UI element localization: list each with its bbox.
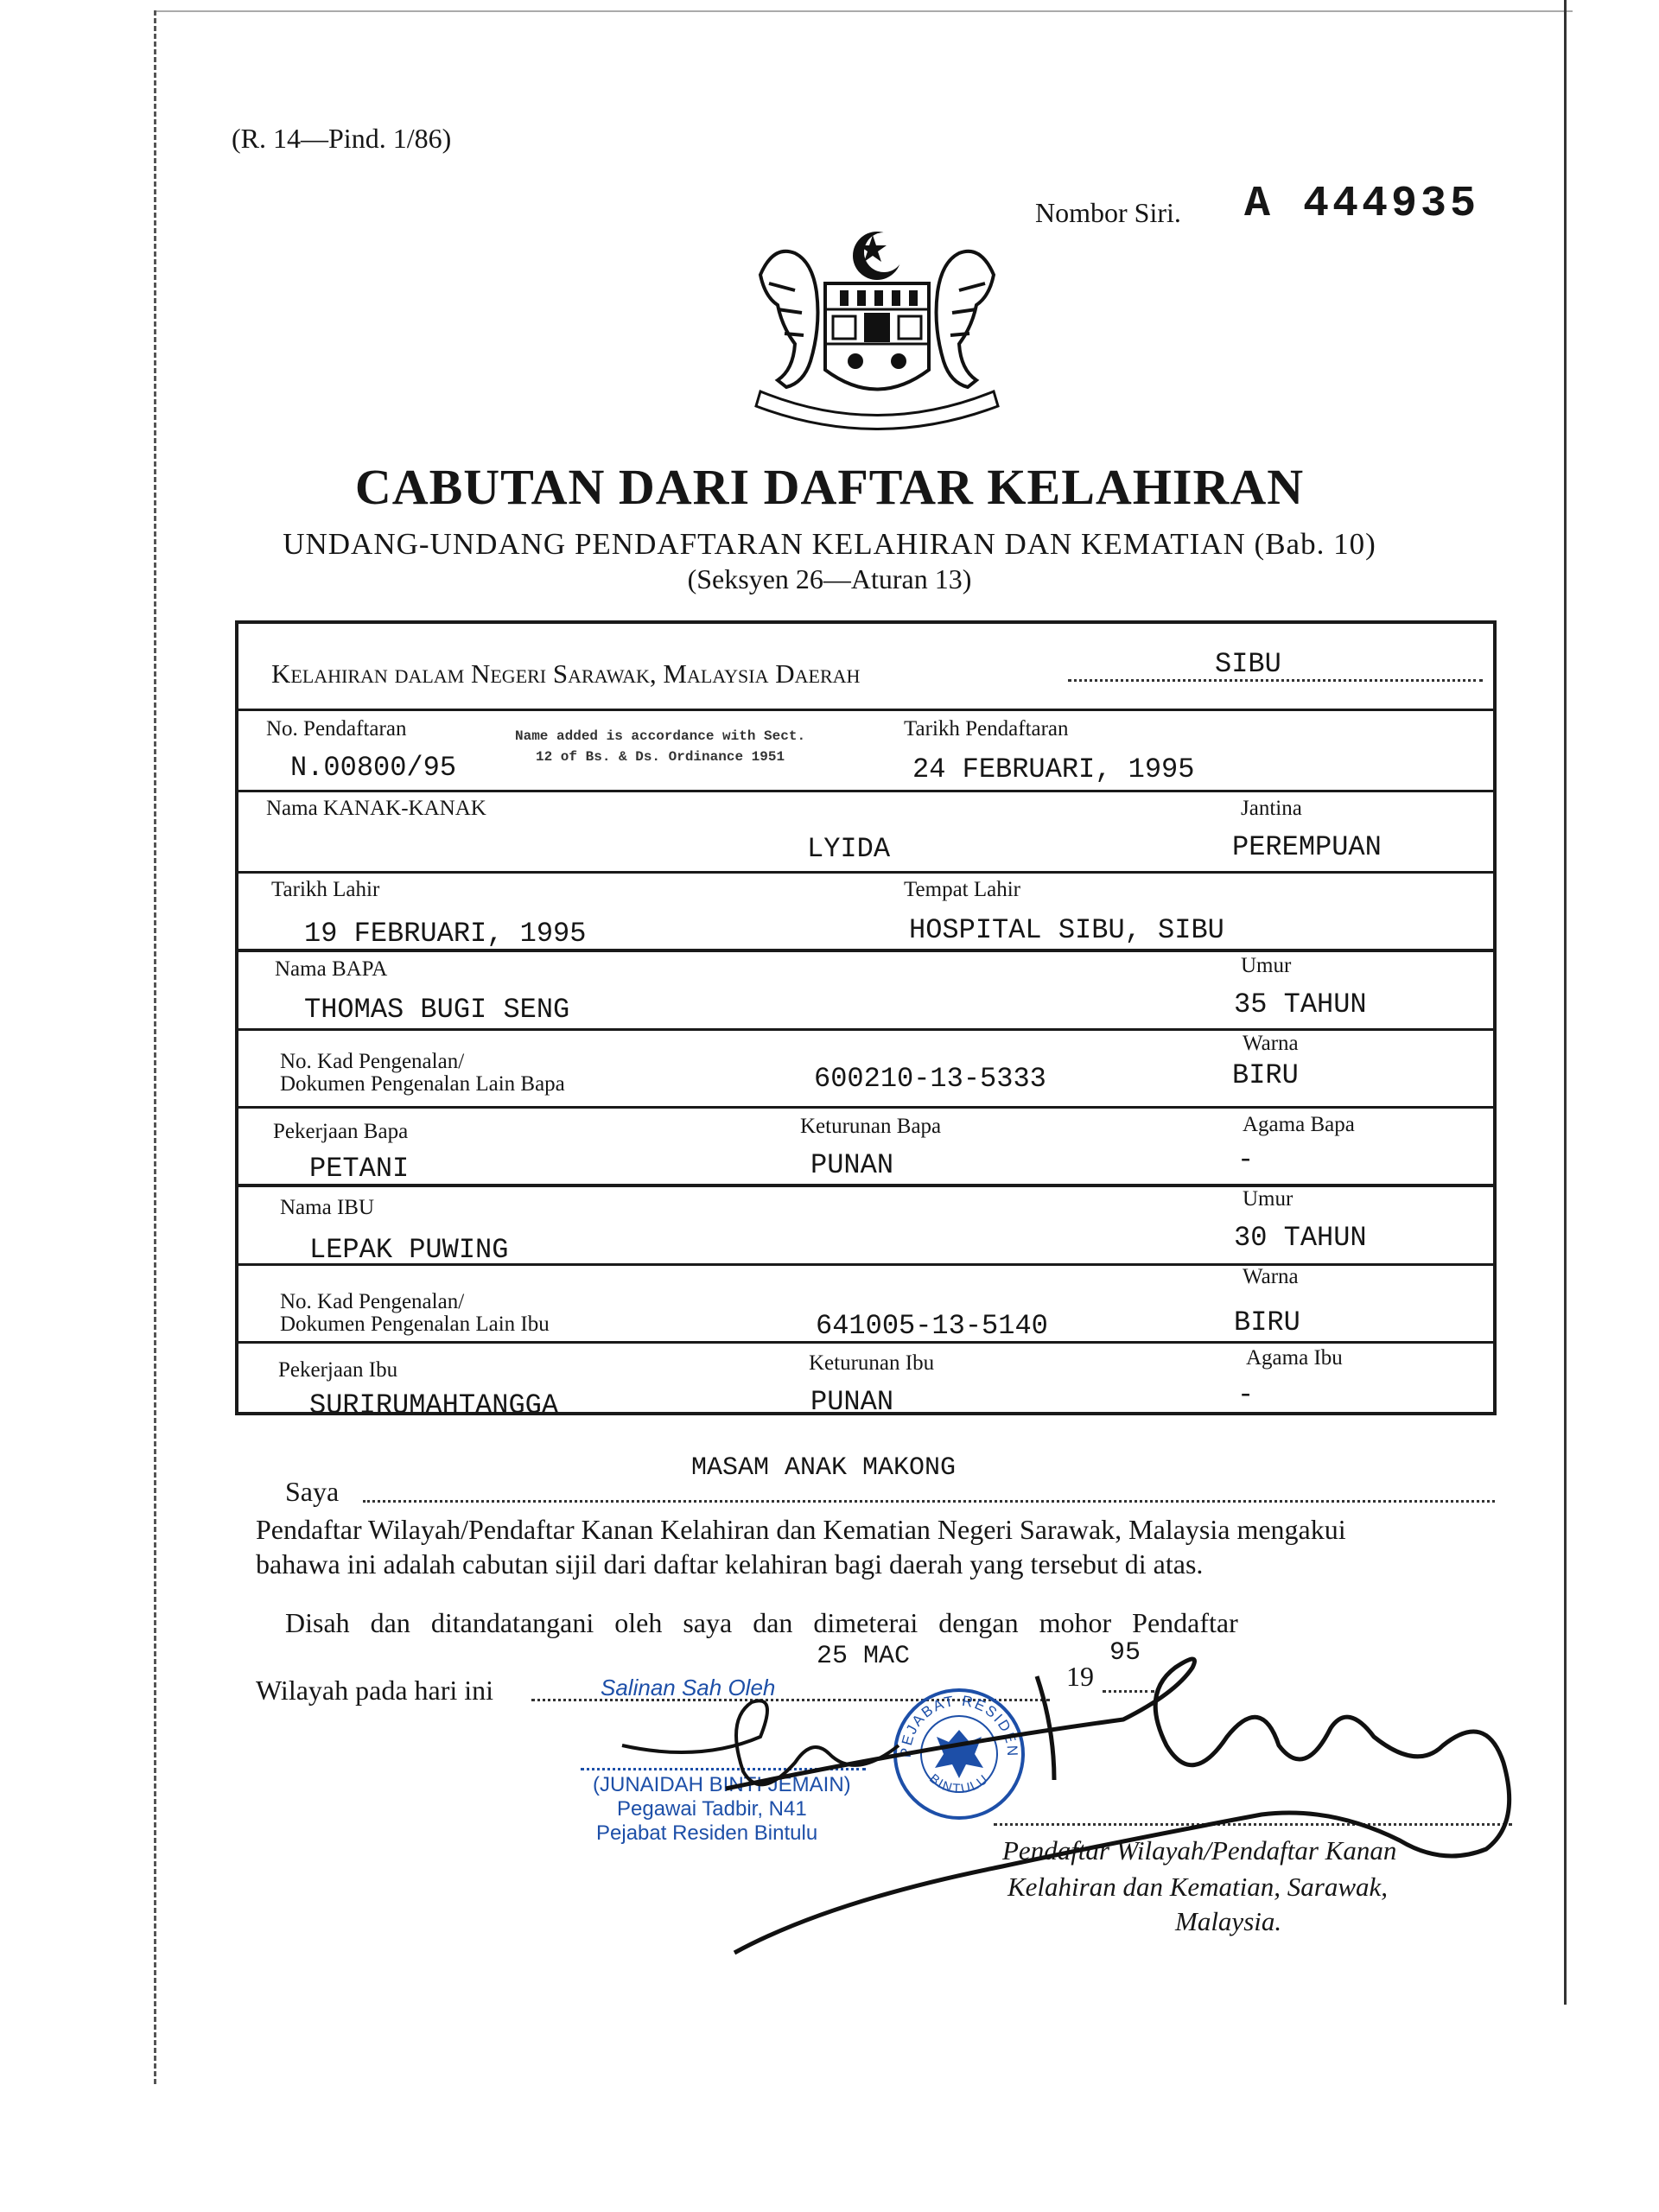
table-divider [238,1106,1493,1109]
certified-copy-stamp: Salinan Sah Oleh [601,1675,776,1700]
paper-edge-left [154,10,156,2084]
table-divider [238,1184,1493,1187]
father-color-value: BIRU [1232,1059,1299,1091]
table-divider [238,790,1493,792]
father-age-value: 35 TAHUN [1234,988,1367,1020]
region-value: SIBU [1215,648,1281,680]
father-id-label: No. Kad Pengenalan/ Dokumen Pengenalan Lain Bapa [280,1050,565,1096]
mother-job-value: SURIRUMAHTANGGA [309,1389,559,1421]
mother-age-value: 30 TAHUN [1234,1222,1367,1254]
child-name-label: Nama KANAK-KANAK [266,797,486,820]
table-divider [238,1028,1493,1031]
mother-color-label: Warna [1243,1265,1299,1288]
mother-race-label: Keturunan Ibu [809,1351,935,1375]
mother-name-value: LEPAK PUWING [309,1234,509,1266]
registration-date-label: Tarikh Pendaftaran [904,717,1069,741]
svg-text:PEJABAT RESIDEN: PEJABAT RESIDEN [897,1692,1021,1758]
table-divider [238,949,1493,952]
mother-name-label: Nama IBU [280,1196,374,1219]
father-age-label: Umur [1241,954,1292,977]
registration-no-value: N.00800/95 [290,752,457,784]
document-subtitle: UNDANG-UNDANG PENDAFTARAN KELAHIRAN DAN KEMATIAN (Bab. 10) [283,527,1376,561]
mother-race-value: PUNAN [810,1386,894,1418]
certifier-name: (JUNAIDAH BINTI JEMAIN) [593,1773,851,1796]
table-divider [238,1263,1493,1266]
declaration-line-1: Pendaftar Wilayah/Pendaftar Kanan Kelahiran dan Kematian Negeri Sarawak, Malaysia mengakui [256,1514,1346,1545]
certifier-office: Pejabat Residen Bintulu [596,1821,818,1845]
registrar-title-line-3: Malaysia. [1175,1906,1282,1936]
father-job-label: Pekerjaan Bapa [273,1120,409,1143]
mother-religion-value: - [1237,1379,1255,1411]
registration-table [235,620,1497,1421]
officer-name: MASAM ANAK MAKONG [691,1453,957,1483]
father-religion-label: Agama Bapa [1243,1113,1355,1136]
paper-edge-top [156,10,1573,12]
paper-edge-right [1564,0,1567,2005]
malaysia-coat-of-arms-icon [743,223,1011,430]
father-religion-value: - [1237,1144,1255,1176]
father-name-value: THOMAS BUGI SENG [304,994,570,1026]
svg-text:BINTULU: BINTULU [926,1770,992,1797]
saya-label: Saya [285,1476,340,1507]
father-id-value: 600210-13-5333 [814,1063,1046,1095]
table-divider [238,1341,1493,1344]
declaration-date-day-month: 25 MAC [817,1642,911,1671]
mother-religion-label: Agama Ibu [1246,1346,1343,1370]
registrar-title-line-1: Pendaftar Wilayah/Pendaftar Kanan [1002,1835,1397,1866]
document-section: (Seksyen 26—Aturan 13) [687,563,972,594]
registrar-title-line-2: Kelahiran dan Kematian, Sarawak, [1007,1872,1389,1902]
dob-value: 19 FEBRUARI, 1995 [304,918,587,950]
certifier-title: Pegawai Tadbir, N41 [617,1797,807,1821]
registration-date-value: 24 FEBRUARI, 1995 [912,753,1195,785]
declaration-line-3: Disah dan ditandatangani oleh saya dan dimeterai dengan mohor Pendaftar [285,1607,1238,1638]
handwritten-signature-icon [570,1642,1529,1987]
document-title: CABUTAN DARI DAFTAR KELAHIRAN [354,459,1305,515]
child-name-value: LYIDA [807,833,891,865]
region-label: Kelahiran dalam Negeri Sarawak, Malaysia Daerah [271,658,861,689]
father-color-label: Warna [1243,1032,1299,1055]
table-divider [238,871,1493,874]
mother-color-value: BIRU [1234,1306,1300,1338]
pob-label: Tempat Lahir [904,878,1020,901]
registration-no-label: No. Pendaftaran [266,717,407,741]
registration-stamp-note: Name added is accordance with Sect. 12 of Bs. & Ds. Ordinance 1951 [515,728,806,765]
declaration-century: 19 [1066,1661,1094,1692]
father-race-label: Keturunan Bapa [800,1115,942,1138]
serial-number: A 444935 [1244,180,1480,229]
child-gender-value: PEREMPUAN [1232,831,1382,863]
father-job-value: PETANI [309,1153,410,1185]
father-race-value: PUNAN [810,1149,894,1181]
declaration-line-2: bahawa ini adalah cabutan sijil dari daftar kelahiran bagi daerah yang tersebut di atas. [256,1548,1204,1580]
saya-dotted-line [363,1500,1495,1503]
form-code: (R. 14—Pind. 1/86) [232,123,452,154]
pob-value: HOSPITAL SIBU, SIBU [909,914,1224,946]
mother-id-value: 641005-13-5140 [816,1310,1048,1342]
dob-label: Tarikh Lahir [271,878,380,901]
mother-age-label: Umur [1243,1187,1294,1211]
serial-label: Nombor Siri. [1035,197,1181,228]
child-gender-label: Jantina [1241,797,1302,820]
mother-job-label: Pekerjaan Ibu [278,1358,398,1382]
table-divider [238,709,1493,711]
mother-id-label: No. Kad Pengenalan/ Dokumen Pengenalan Lain Ibu [280,1290,550,1336]
declaration-date-year: 95 [1109,1638,1141,1668]
father-name-label: Nama BAPA [275,957,388,981]
wilayah-label: Wilayah pada hari ini [256,1675,494,1706]
